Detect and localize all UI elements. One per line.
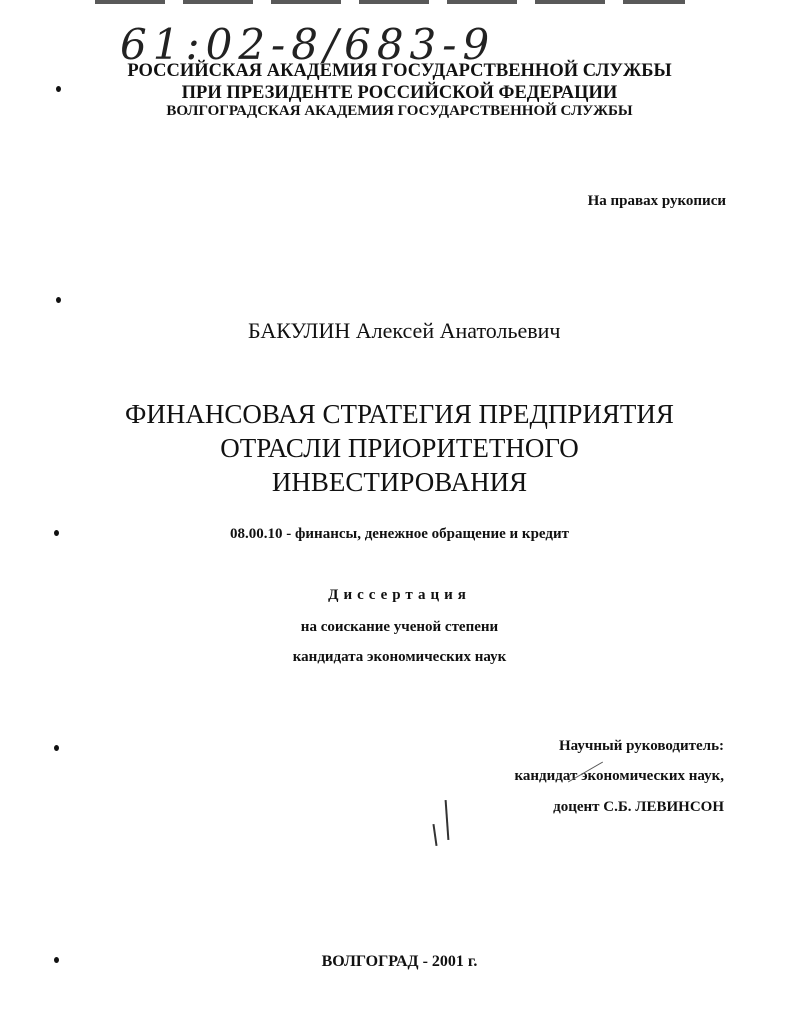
supervisor-line-1: Научный руководитель: [559, 738, 724, 754]
header-line-2: ПРИ ПРЕЗИДЕНТЕ РОССИЙСКОЙ ФЕДЕРАЦИИ [181, 83, 618, 103]
header-line-1: РОССИЙСКАЯ АКАДЕМИЯ ГОСУДАРСТВЕННОЙ СЛУЖБЫ [127, 61, 672, 81]
supervisor-line-3: доцент С.Б. ЛЕВИНСОН [553, 799, 724, 815]
punch-hole-mark [56, 297, 61, 303]
punch-hole-mark [54, 530, 59, 536]
author-name: БАКУЛИН Алексей Анатольевич [248, 318, 561, 343]
archive-number-handwritten: 61:02-8/683-9 [120, 20, 496, 69]
degree-line-2: на соискание ученой степени [300, 619, 499, 635]
supervisor-line-2: кандидат экономических наук, [514, 768, 724, 784]
header-line-3: ВОЛГОГРАДСКАЯ АКАДЕМИЯ ГОСУДАРСТВЕННОЙ СЛУЖБЫ [166, 103, 633, 119]
title-line-2: ОТРАСЛИ ПРИОРИТЕТНОГО [220, 433, 579, 463]
city-year: ВОЛГОГРАД - 2001 г. [321, 953, 478, 970]
degree-line-3: кандидата экономических наук [292, 649, 507, 665]
punch-hole-mark [54, 957, 59, 963]
title-line-1: ФИНАНСОВАЯ СТРАТЕГИЯ ПРЕДПРИЯТИЯ [125, 399, 674, 429]
top-scan-rule [95, 0, 685, 4]
title-line-3: ИНВЕСТИРОВАНИЯ [271, 467, 528, 497]
scan-stroke-mark [432, 824, 437, 846]
degree-heading: Диссертация [328, 587, 471, 603]
specialty-code: 08.00.10 - финансы, денежное обращение и кредит [230, 526, 569, 542]
punch-hole-mark [56, 86, 61, 92]
manuscript-note: На правах рукописи [587, 193, 726, 209]
punch-hole-mark [54, 745, 59, 751]
scan-stroke-mark [445, 800, 450, 840]
